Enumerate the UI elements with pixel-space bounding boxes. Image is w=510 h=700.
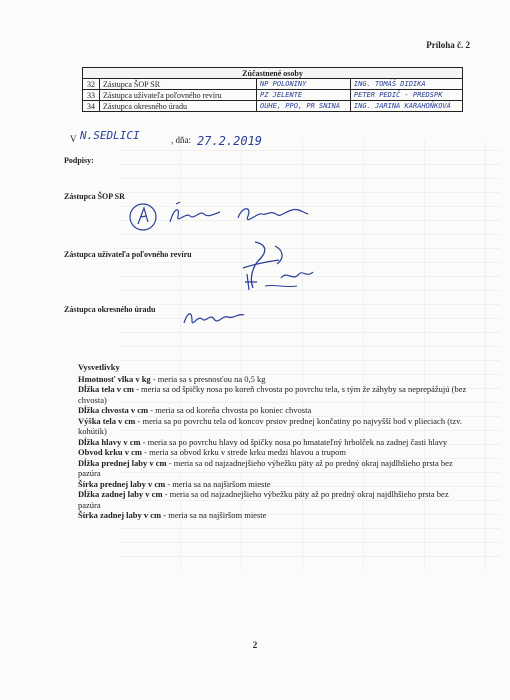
row-role: Zástupca užívateľa poľovného revíru <box>100 90 257 101</box>
row-organization: OUHE, PPO, PR SNINA <box>257 101 351 112</box>
row-role: Zástupca ŠOP SR <box>100 79 257 90</box>
row-organization: NP POLONINY <box>257 79 351 90</box>
handwritten-place: N.SEDLICI <box>80 129 140 142</box>
table-row <box>83 101 463 112</box>
table-row <box>83 90 463 101</box>
annex-label: Príloha č. 2 <box>426 40 470 50</box>
row-person-name: PETER PEDIČ - PREDSPK <box>350 90 462 101</box>
row-number: 34 <box>83 101 100 112</box>
note-item: Dĺžka prednej laby v cm - meria sa od najzadnejšieho výbežku päty až po predný okraj najdlhšieho prsta bez pazúra <box>78 457 453 478</box>
signatures-label: Podpisy: <box>64 156 94 165</box>
participants-table <box>82 67 463 112</box>
place-prefix: V <box>70 134 77 144</box>
table-row <box>83 79 463 90</box>
row-role: Zástupca okresného úradu <box>100 101 257 112</box>
note-item: Dĺžka chvosta v cm - meria sa od koreňa chvosta po koniec chvosta <box>78 405 312 415</box>
note-item: Šírka zadnej laby v cm - meria sa na najširšom mieste <box>78 510 267 520</box>
explanatory-notes <box>78 362 470 521</box>
row-organization: PZ JELENTE <box>257 90 351 101</box>
table-header: Zúčastnené osoby <box>83 68 463 79</box>
signature-hunting-ground <box>235 238 335 298</box>
signature-label-hunting-ground: Zástupca užívateľa poľovného revíru <box>64 250 192 259</box>
note-item: Dĺžka hlavy v cm - meria sa po povrchu hlavy od špičky nosa po hmatateľný hrbolček na zadnej časti hlavy <box>78 436 448 447</box>
note-item: Dĺžka zadnej laby v cm - meria sa od najzadnejšieho výbežku päty až po predný okraj najdlhšieho prsta bez pazúra <box>78 489 449 510</box>
table-header-row <box>83 68 463 79</box>
page-number: 2 <box>252 640 258 650</box>
note-item: Obvod krku v cm - meria sa obvod krku v strede krku medzi hlavou a trupom <box>78 447 346 457</box>
row-number: 32 <box>83 79 100 90</box>
note-item: Šírka prednej laby v cm - meria sa na najširšom mieste <box>78 478 271 489</box>
row-person-name: ING. JARINA KARAHOŇKOVÁ <box>350 101 462 112</box>
signature-label-district-office: Zástupca okresného úradu <box>64 305 156 314</box>
note-item: Hmotnosť vlka v kg - meria sa s presnosťou na 0,5 kg <box>78 373 266 384</box>
signature-label-sop: Zástupca ŠOP SR <box>64 192 125 201</box>
row-person-name: ING. TOMÁŠ DIDIKA <box>350 79 462 90</box>
note-item: Dĺžka tela v cm - meria sa od špičky nosa po koreň chvosta po povrchu tela, s tým že záhyby sa neprepážujú (bez chvosta) <box>78 384 467 405</box>
signature-sop <box>128 192 318 242</box>
date-prefix: , dňa: <box>171 135 191 145</box>
signature-district-office <box>178 303 248 333</box>
notes-title: Vysvetlivky <box>78 362 120 372</box>
handwritten-date: 27.2.2019 <box>197 134 263 148</box>
note-item: Výška tela v cm - meria sa po povrchu tela od koncov prstov prednej končatiny po najvyšší bod v plieciach (tzv. kohútik) <box>78 415 462 436</box>
row-number: 33 <box>83 90 100 101</box>
